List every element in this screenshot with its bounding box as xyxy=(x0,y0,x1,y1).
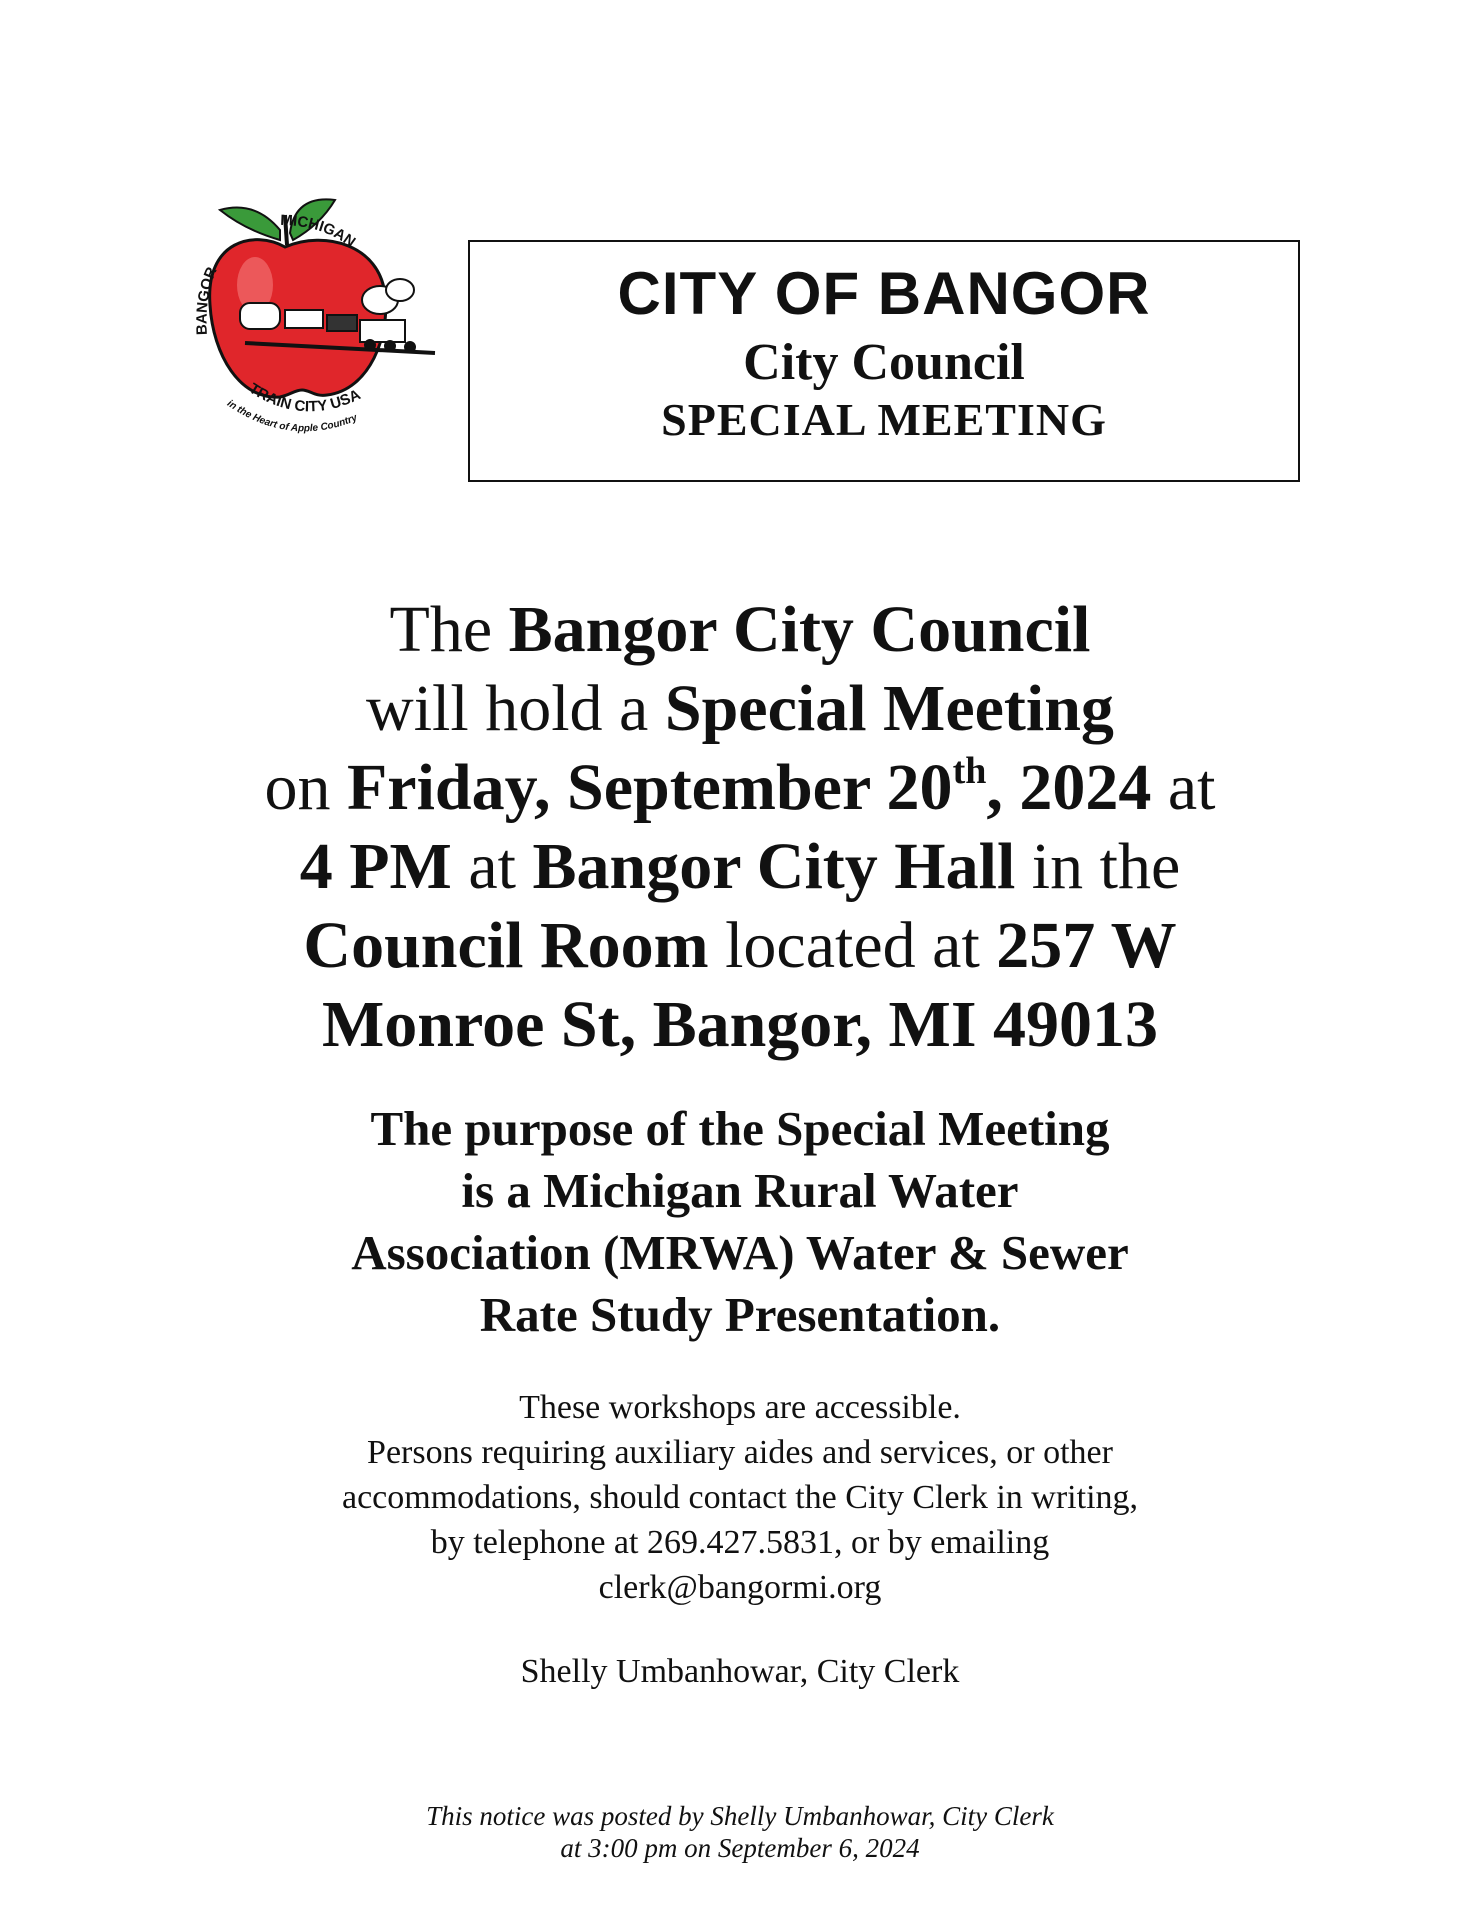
page-title: CITY OF BANGOR xyxy=(617,260,1151,327)
header-box xyxy=(468,240,1300,482)
accessibility-notice: These workshops are accessible. Persons requiring auxiliary aides and services, or other accommodations, should contact the City Clerk in writing, by telephone at 269.427.5831, or by emailing clerk@bangormi.org xyxy=(190,1385,1290,1610)
meeting-purpose: The purpose of the Special Meeting is a Michigan Rural Water Association (MRWA) Water & Sewer Rate Study Presentation. xyxy=(351,1101,1129,1342)
svg-text:BANGOR: BANGOR xyxy=(193,264,221,336)
announce-line-3: on Friday, September 20th, 2024 at xyxy=(264,750,1216,824)
announce-line-6: Monroe St, Bangor, MI 49013 xyxy=(321,988,1159,1061)
city-logo xyxy=(185,185,450,475)
announce-line-4: 4 PM at Bangor City Hall in the xyxy=(299,830,1181,903)
clerk-email[interactable]: clerk@bangormi.org xyxy=(598,1569,882,1606)
meeting-type: SPECIAL MEETING xyxy=(661,394,1107,445)
svg-text:TRAIN CITY USA: TRAIN CITY USA xyxy=(246,379,364,416)
header-subtitle: City Council xyxy=(743,334,1025,391)
announce-line-1: The Bangor City Council xyxy=(389,593,1091,666)
leaf-icon xyxy=(220,208,280,241)
svg-text:in the Heart of Apple Country: in the Heart of Apple Country xyxy=(224,398,359,435)
svg-text:MICHIGAN: MICHIGAN xyxy=(279,211,359,251)
clerk-signature: Shelly Umbanhowar, City Clerk xyxy=(520,1653,960,1690)
posted-notice: This notice was posted by Shelly Umbanhowar, City Clerk at 3:00 pm on September 6, 2024 xyxy=(426,1801,1054,1863)
meeting-announcement xyxy=(140,590,1340,1064)
announce-line-5: Council Room located at 257 W xyxy=(303,909,1177,982)
announce-line-2: will hold a Special Meeting xyxy=(366,672,1114,745)
